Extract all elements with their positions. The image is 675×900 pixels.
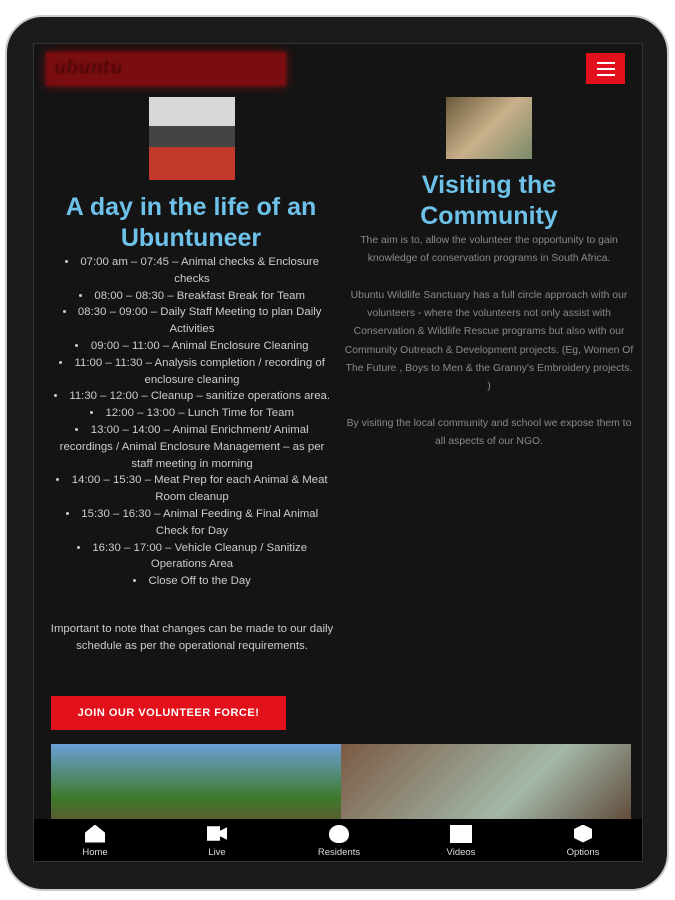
join-volunteer-button[interactable]: JOIN OUR VOLUNTEER FORCE! — [51, 696, 286, 730]
hamburger-icon[interactable] — [586, 53, 625, 84]
community-text — [344, 232, 634, 470]
screen — [33, 43, 643, 862]
list-item: • 12:00 – 13:00 – Lunch Time for Team — [50, 405, 334, 422]
list-item: • 11:30 – 12:00 – Cleanup – sanitize operations area. — [50, 388, 334, 405]
list-item: • 11:00 – 11:30 – Analysis completion / recording of enclosure cleaning — [50, 355, 334, 389]
list-item: • 14:00 – 15:30 – Meat Prep for each Animal & Meat Room cleanup — [50, 472, 334, 506]
nav-label: Live — [208, 846, 226, 858]
nav-label: Home — [82, 846, 108, 858]
logo[interactable]: ubuntu — [46, 52, 286, 86]
gear-icon — [573, 825, 593, 843]
list-item: • 09:00 – 11:00 – Animal Enclosure Cleaning — [50, 338, 334, 355]
video-camera-icon — [207, 825, 227, 843]
schedule-note: Important to note that changes can be made to our daily schedule as per the operational requirements. — [50, 623, 334, 652]
visiting-community-title: Visiting the Community — [420, 171, 558, 230]
list-item: • 07:00 am – 07:45 – Animal checks & Enclosure checks — [50, 254, 334, 288]
day-in-life-title: A day in the life of an Ubuntuneer — [65, 193, 317, 252]
paragraph: Ubuntu Wildlife Sanctuary has a full circle approach with our volunteers - where the volunteers not only assist with Conservation & Wildlife Rescue programs but also with our Community Outreach & Development projects. (Eg, Women Of The Future , Boys to Men & the Granny's Embroidery projects. ) — [344, 289, 634, 393]
list-item: • Close Off to the Day — [50, 573, 334, 590]
play-icon — [450, 825, 472, 843]
schedule-list — [50, 254, 334, 590]
nav-residents[interactable] — [278, 819, 400, 862]
nav-live[interactable] — [156, 819, 278, 862]
list-item: • 13:00 – 14:00 – Animal Enrichment/ Animal recordings / Animal Enclosure Management – as per staff meeting in morning — [50, 422, 334, 472]
home-icon — [85, 825, 105, 843]
paragraph: By visiting the local community and school we expose them to all aspects of our NGO. — [346, 417, 632, 448]
nav-label: Videos — [446, 846, 476, 858]
nav-videos[interactable] — [400, 819, 522, 862]
list-item: • 08:30 – 09:00 – Daily Staff Meeting to plan Daily Activities — [50, 304, 334, 338]
list-item: • 16:30 – 17:00 – Vehicle Cleanup / Sanitize Operations Area — [50, 540, 334, 574]
volunteers-photo — [149, 97, 235, 180]
nav-options[interactable] — [522, 819, 643, 862]
nav-label: Options — [566, 846, 600, 858]
paragraph: The aim is to, allow the volunteer the opportunity to gain knowledge of conservation programs in South Africa. — [360, 235, 618, 265]
nav-label: Residents — [317, 846, 361, 858]
list-item: • 08:00 – 08:30 – Breakfast Break for Team — [50, 288, 334, 305]
bear-icon — [329, 825, 349, 843]
bottom-nav — [34, 819, 643, 862]
community-photo — [446, 97, 532, 159]
list-item: • 15:30 – 16:30 – Animal Feeding & Final Animal Check for Day — [50, 506, 334, 540]
nav-home[interactable] — [34, 819, 156, 862]
